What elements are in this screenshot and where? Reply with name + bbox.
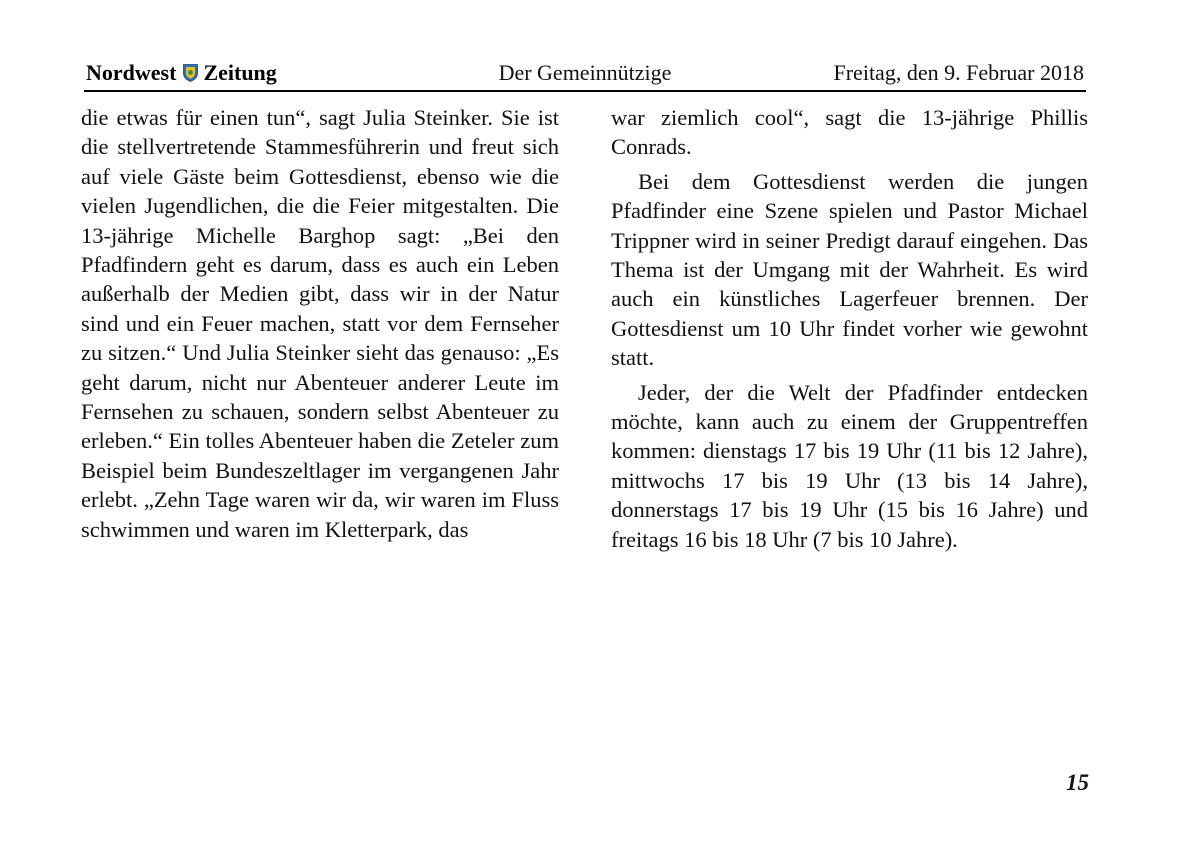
- article-paragraph: Bei dem Gottesdienst werden die jungen Pfadfinder eine Szene spielen und Pastor Michael Trippner wird in seiner Predigt darauf eingehen. Das Thema ist der Umgang mit der Wahrheit. Es wird auch ein künstliches Lagerfeuer brennen. Der Gottesdienst um 10 Uhr findet vorher wie gewohnt statt.: [611, 168, 1088, 371]
- logo-word-nordwest: Nordwest: [86, 60, 177, 85]
- logo-word-zeitung: Zeitung: [203, 60, 277, 85]
- page-number: 15: [1066, 770, 1089, 795]
- page-header: [84, 56, 1086, 92]
- issue-date: Freitag, den 9. Februar 2018: [833, 60, 1084, 85]
- section-title: Der Gemeinnützige: [498, 60, 672, 85]
- article-paragraph-continuation: war ziemlich cool“, sagt die 13-jährige Phillis Conrads.: [611, 105, 1088, 160]
- article-column-right: [611, 103, 1088, 554]
- article-paragraph: die etwas für einen tun“, sagt Julia Steinker. Sie ist die stellvertretende Stammesführerin und freut sich auf viele Gäste beim Gottesdienst, ebenso wie die vielen Jugendlichen, die die Feier mitgestalten. Die 13-jährige Michelle Barghop sagt: „Bei den Pfadfindern geht es darum, dass es auch ein Leben außerhalb der Medien gibt, dass wir in der Natur sind und ein Feuer machen, statt vor dem Fernseher zu sitzen.“ Und Julia Steinker sieht das genauso: „Es geht darum, nicht nur Abenteuer anderer Leute im Fernsehen zu schauen, sondern selbst Abenteuer zu erleben.“ Ein tolles Abenteuer haben die Zeteler zum Beispiel beim Bundeszeltlager im vergangenen Jahr erlebt. „Zehn Tage waren wir da, wir waren im Fluss schwimmen und waren im Kletterpark, das: [81, 105, 559, 542]
- article-paragraph: Jeder, der die Welt der Pfadfinder entdecken möchte, kann auch zu einem der Gruppentreffen kommen: dienstags 17 bis 19 Uhr (11 bis 12 Jahre), mittwochs 17 bis 19 Uhr (13 bis 14 Jahre), donnerstags 17 bis 19 Uhr (15 bis 16 Jahre) und freitags 16 bis 18 Uhr (7 bis 10 Jahre).: [611, 379, 1088, 552]
- article-column-left: [81, 103, 559, 544]
